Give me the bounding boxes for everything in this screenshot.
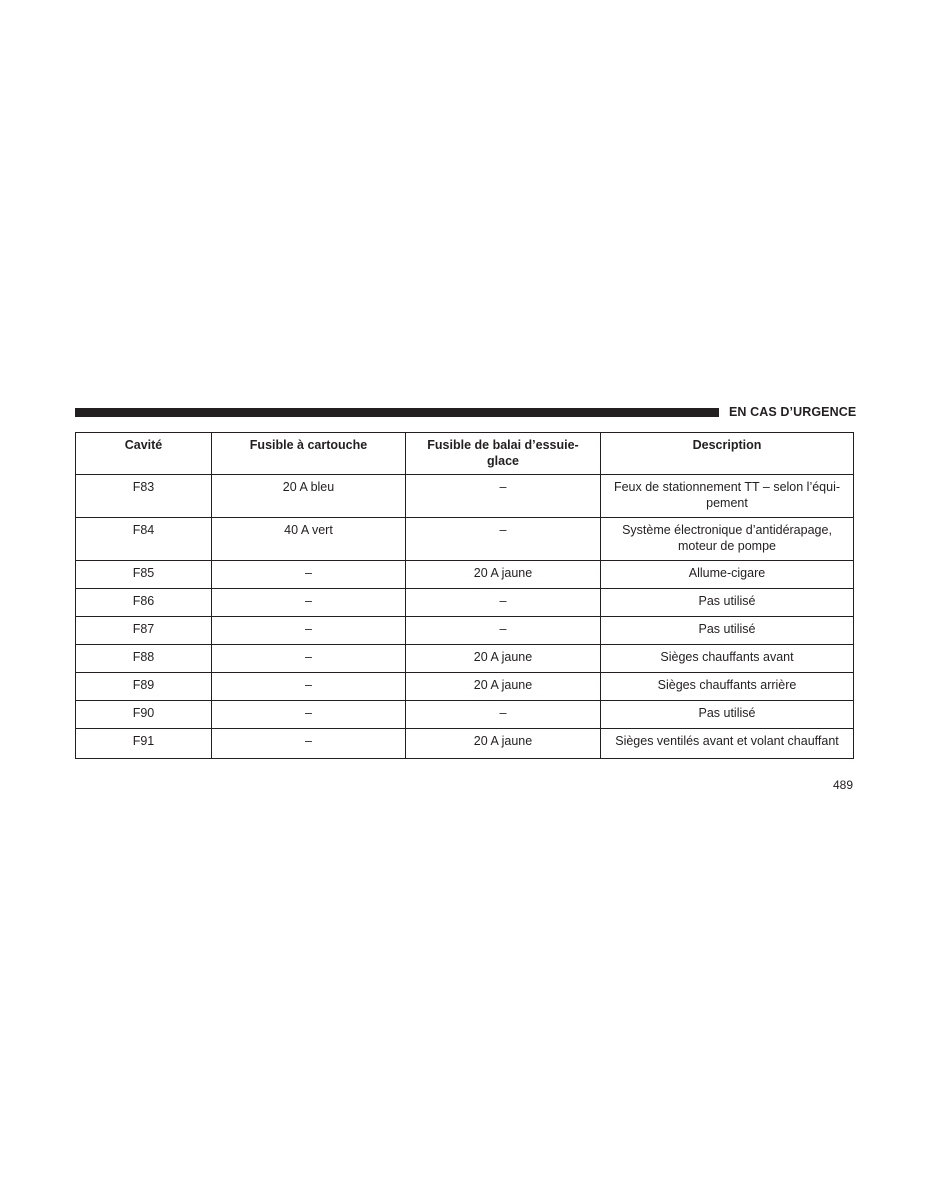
- table-row: [76, 518, 854, 561]
- cell-cavity: F88: [76, 645, 212, 673]
- cell-cavity: F84: [76, 518, 212, 561]
- cell-blade-fuse: –: [406, 475, 601, 518]
- cell-cavity: F89: [76, 673, 212, 701]
- cell-blade-fuse: –: [406, 589, 601, 617]
- fuse-table: [75, 432, 854, 759]
- table-row: [76, 729, 854, 759]
- cell-cartridge-fuse: –: [212, 645, 406, 673]
- cell-description: Sièges ventilés avant et volant chauffant: [601, 729, 854, 759]
- cell-cavity: F83: [76, 475, 212, 518]
- section-title: EN CAS D’URGENCE: [729, 405, 857, 419]
- cell-cartridge-fuse: –: [212, 589, 406, 617]
- cell-blade-fuse: –: [406, 518, 601, 561]
- cell-cavity: F90: [76, 701, 212, 729]
- cell-blade-fuse: 20 A jaune: [406, 561, 601, 589]
- cell-cartridge-fuse: –: [212, 617, 406, 645]
- cell-cartridge-fuse: –: [212, 673, 406, 701]
- cell-description: Pas utilisé: [601, 589, 854, 617]
- column-header-cavity: Cavité: [76, 433, 212, 475]
- table-row: [76, 645, 854, 673]
- cell-blade-fuse: 20 A jaune: [406, 673, 601, 701]
- cell-blade-fuse: 20 A jaune: [406, 645, 601, 673]
- table-row: [76, 701, 854, 729]
- column-header-description: Description: [601, 433, 854, 475]
- cell-cartridge-fuse: –: [212, 729, 406, 759]
- cell-description: Système électronique d’antidérapage, moteur de pompe: [601, 518, 854, 561]
- cell-description: Sièges chauffants avant: [601, 645, 854, 673]
- section-header-bar: [75, 408, 719, 417]
- cell-description: Pas utilisé: [601, 617, 854, 645]
- cell-cartridge-fuse: –: [212, 561, 406, 589]
- table-row: [76, 475, 854, 518]
- cell-cavity: F87: [76, 617, 212, 645]
- cell-cavity: F86: [76, 589, 212, 617]
- table-row: [76, 673, 854, 701]
- cell-cartridge-fuse: –: [212, 701, 406, 729]
- cell-blade-fuse: 20 A jaune: [406, 729, 601, 759]
- cell-description: Feux de stationnement TT – selon l’équi- pement: [601, 475, 854, 518]
- table-row: [76, 617, 854, 645]
- cell-cartridge-fuse: 40 A vert: [212, 518, 406, 561]
- cell-description: Allume-cigare: [601, 561, 854, 589]
- page-number: 489: [832, 778, 853, 792]
- cell-cartridge-fuse: 20 A bleu: [212, 475, 406, 518]
- cell-cavity: F85: [76, 561, 212, 589]
- column-header-blade-fuse: Fusible de balai d’essuie- glace: [406, 433, 601, 475]
- cell-description: Sièges chauffants arrière: [601, 673, 854, 701]
- table-header-row: [76, 433, 854, 475]
- table-row: [76, 589, 854, 617]
- cell-blade-fuse: –: [406, 617, 601, 645]
- cell-blade-fuse: –: [406, 701, 601, 729]
- column-header-cartridge-fuse: Fusible à cartouche: [212, 433, 406, 475]
- table-row: [76, 561, 854, 589]
- cell-cavity: F91: [76, 729, 212, 759]
- cell-description: Pas utilisé: [601, 701, 854, 729]
